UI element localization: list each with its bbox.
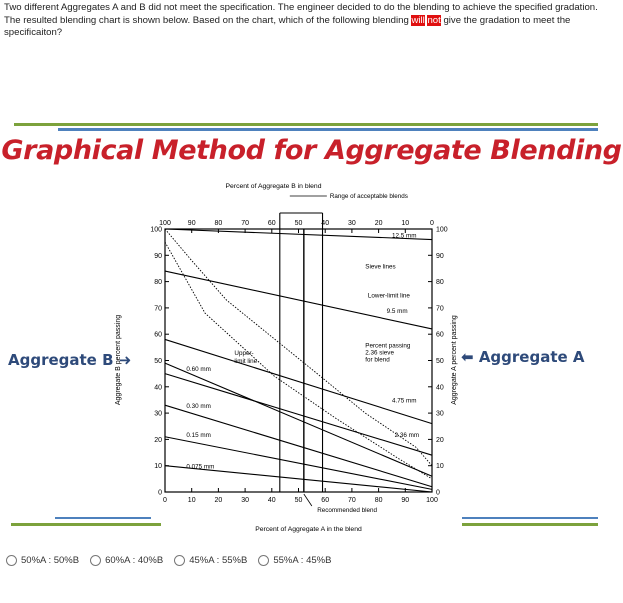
right-tick-label: 30: [436, 410, 444, 418]
bottom-tick-label: 70: [348, 497, 356, 504]
slide-title: Graphical Method for Aggregate Blending: [1, 135, 622, 166]
top-tick-label: 70: [241, 220, 249, 227]
percent-passing-label: for blend: [365, 356, 390, 364]
lower-limit-label: Lower-limit line: [367, 292, 410, 300]
right-tick-label: 40: [436, 384, 444, 392]
right-tick-label: 20: [436, 436, 444, 444]
slide-bottom-bar-green-left: [11, 523, 161, 526]
right-tick-label: 60: [436, 331, 444, 339]
percent-passing-label: Percent passing: [365, 342, 411, 350]
left-tick-label: 0: [158, 489, 162, 497]
sieve-label: 0.30 mm: [186, 402, 211, 410]
left-tick-label: 60: [154, 331, 162, 339]
bottom-tick-label: 20: [214, 497, 223, 504]
aggregate-a-label: ⬅ Aggregate A: [461, 348, 585, 366]
right-tick-label: 90: [436, 252, 444, 260]
left-tick-label: 90: [154, 252, 162, 260]
option-2[interactable]: 60%A : 40%B: [90, 555, 163, 566]
left-tick-label: 40: [154, 384, 162, 392]
sieve-label: 0.60 mm: [186, 366, 211, 374]
right-tick-label: 0: [436, 489, 440, 497]
sieve-line: [165, 402, 432, 487]
sieve-label: 2.36 mm: [394, 431, 420, 439]
sieve-label: 9.5 mm: [386, 308, 408, 316]
left-tick-label: 50: [154, 358, 162, 365]
radio-icon[interactable]: [90, 555, 101, 566]
bottom-axis-title: Percent of Aggregate A in the blend: [255, 526, 362, 533]
right-tick-label: 50: [436, 358, 444, 365]
radio-icon[interactable]: [6, 555, 17, 566]
arrow-left-icon: ⬅: [461, 348, 474, 366]
recommended-pointer: [304, 494, 312, 506]
sieve-line: [165, 374, 432, 456]
left-tick-label: 70: [154, 305, 162, 313]
option-1[interactable]: 50%A : 50%B: [6, 555, 79, 566]
top-tick-label: 30: [348, 220, 356, 227]
recommended-blend-label: Recommended blend: [317, 507, 378, 514]
percent-passing-label: 2.36 sieve: [365, 349, 394, 357]
left-tick-label: 80: [154, 279, 162, 287]
top-axis-title: Percent of Aggregate B in blend: [225, 183, 322, 190]
bottom-tick-label: 60: [321, 497, 330, 504]
right-tick-label: 80: [436, 279, 444, 287]
top-tick-label: 50: [294, 220, 303, 227]
top-tick-label: 90: [187, 220, 196, 227]
option-3[interactable]: 45%A : 55%B: [174, 555, 247, 566]
left-tick-label: 100: [150, 226, 162, 234]
top-tick-label: 60: [267, 220, 276, 227]
radio-icon[interactable]: [174, 555, 185, 566]
sieve-line: [165, 363, 432, 476]
right-axis-title: Aggregate A percent passing: [451, 315, 458, 405]
bottom-tick-label: 0: [163, 497, 167, 504]
highlight-will: will: [411, 14, 425, 26]
option-4[interactable]: 55%A : 45%B: [258, 555, 331, 566]
right-tick-label: 10: [436, 463, 444, 471]
sieve-label: 0.075 mm: [186, 463, 215, 471]
bottom-tick-label: 40: [267, 497, 276, 504]
left-tick-label: 20: [154, 436, 162, 444]
top-tick-label: 20: [374, 220, 383, 227]
top-tick-label: 80: [214, 220, 223, 227]
bottom-tick-label: 10: [187, 497, 196, 504]
slide-bottom-bar-blue-right: [462, 517, 598, 519]
bottom-tick-label: 50: [294, 497, 303, 504]
question-body: Two different Aggregates A and B did not meet the specification. The engineer decided to do the blending to achieve the specified gradation. The resulted blending chart is shown below. Based on the chart, which of the following blending: [4, 2, 598, 26]
bottom-tick-label: 100: [426, 497, 438, 504]
slide-bottom-bar-green-right: [462, 523, 598, 526]
answer-options: [6, 555, 331, 566]
radio-icon[interactable]: [258, 555, 269, 566]
highlight-not: not: [427, 14, 441, 26]
range-label: Range of acceptable blends: [329, 193, 408, 200]
bottom-tick-label: 30: [241, 497, 249, 504]
sieve-line: [165, 271, 432, 329]
slide-bottom-bar-blue-left: [55, 517, 151, 519]
sieve-label: 4.75 mm: [391, 397, 417, 405]
sieve-label: 12.5 mm: [391, 232, 417, 240]
top-tick-label: 0: [430, 220, 434, 227]
sieve-lines-label: Sieve lines: [365, 263, 396, 271]
bottom-tick-label: 90: [401, 497, 410, 504]
left-tick-label: 30: [154, 410, 162, 418]
question-tail: give the gradation to meet the specificaiton?: [4, 14, 571, 38]
upper-limit-label: limit line: [234, 358, 258, 366]
upper-limit-label: Upper-: [234, 350, 254, 358]
sieve-label: 0.15 mm: [186, 431, 211, 439]
left-axis-title: Aggregate B percent passing: [115, 314, 122, 406]
arrow-right-icon: ➜: [118, 351, 132, 369]
left-tick-label: 10: [154, 463, 162, 471]
top-tick-label: 40: [321, 220, 330, 227]
right-tick-label: 100: [436, 226, 448, 234]
aggregate-b-label: Aggregate B ➜: [8, 351, 132, 369]
top-tick-label: 100: [159, 220, 171, 227]
right-tick-label: 70: [436, 305, 444, 313]
top-tick-label: 10: [401, 220, 410, 227]
bottom-tick-label: 80: [374, 497, 383, 504]
